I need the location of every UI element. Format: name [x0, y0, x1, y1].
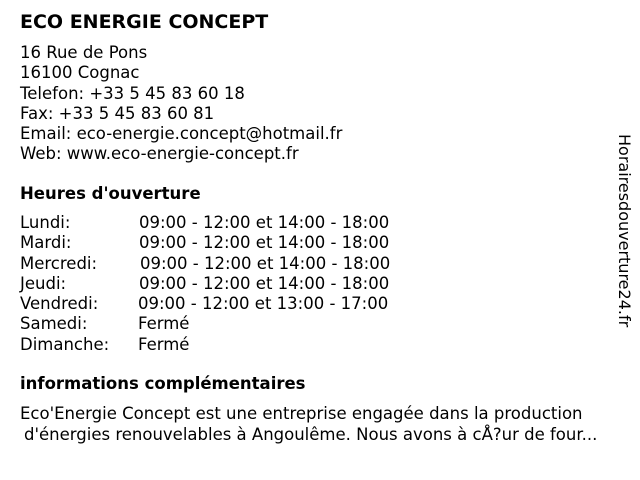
opening-hours-table: [20, 213, 440, 355]
description-line-1: Eco'Energie Concept est une entreprise engagée dans la production: [20, 404, 583, 423]
time-value: 09:00 - 12:00 et 14:00 - 18:00: [139, 273, 390, 293]
hours-row-tuesday: [20, 233, 440, 253]
website-address: Web: www.eco-energie-concept.fr: [20, 144, 299, 164]
day-label: Vendredi:: [20, 294, 99, 314]
email-address: Email: eco-energie.concept@hotmail.fr: [20, 124, 343, 144]
day-label: Mardi:: [20, 233, 72, 253]
hours-row-saturday: [20, 314, 440, 334]
day-label: Mercredi:: [20, 253, 98, 273]
description-line-2: d'énergies renouvelables à Angoulême. Nous avons à cÅ?ur de four...: [24, 425, 598, 444]
hours-row-monday: [20, 213, 440, 233]
time-value: 09:00 - 12:00 et 14:00 - 18:00: [140, 253, 391, 273]
additional-info-heading: informations complémentaires: [20, 374, 306, 393]
address-line-2: 16100 Cognac: [20, 63, 140, 83]
day-label: Lundi:: [20, 213, 71, 232]
opening-hours-heading: Heures d'ouverture: [20, 184, 201, 203]
time-value: 09:00 - 12:00 et 14:00 - 18:00: [139, 233, 390, 253]
business-name: ECO ENERGIE CONCEPT: [20, 11, 269, 33]
watermark-text: Horairesdouverture24.fr: [615, 134, 634, 328]
time-value: 09:00 - 12:00 et 14:00 - 18:00: [139, 213, 390, 232]
fax-number: Fax: +33 5 45 83 60 81: [20, 103, 215, 123]
phone-number: Telefon: +33 5 45 83 60 18: [20, 83, 245, 103]
hours-row-friday: [20, 294, 440, 314]
hours-row-wednesday: [20, 254, 440, 274]
business-description: [20, 403, 597, 445]
address-line-1: 16 Rue de Pons: [20, 43, 148, 62]
time-value: 09:00 - 12:00 et 13:00 - 17:00: [138, 294, 389, 314]
site-watermark: [613, 134, 635, 346]
day-label: Jeudi:: [20, 273, 67, 293]
day-label: Samedi:: [20, 314, 88, 334]
time-value: Fermé: [138, 314, 190, 334]
hours-row-thursday: [20, 274, 440, 294]
hours-row-sunday: [20, 335, 440, 355]
day-label: Dimanche:: [20, 334, 110, 354]
time-value: Fermé: [138, 334, 190, 354]
contact-block: [20, 43, 342, 165]
